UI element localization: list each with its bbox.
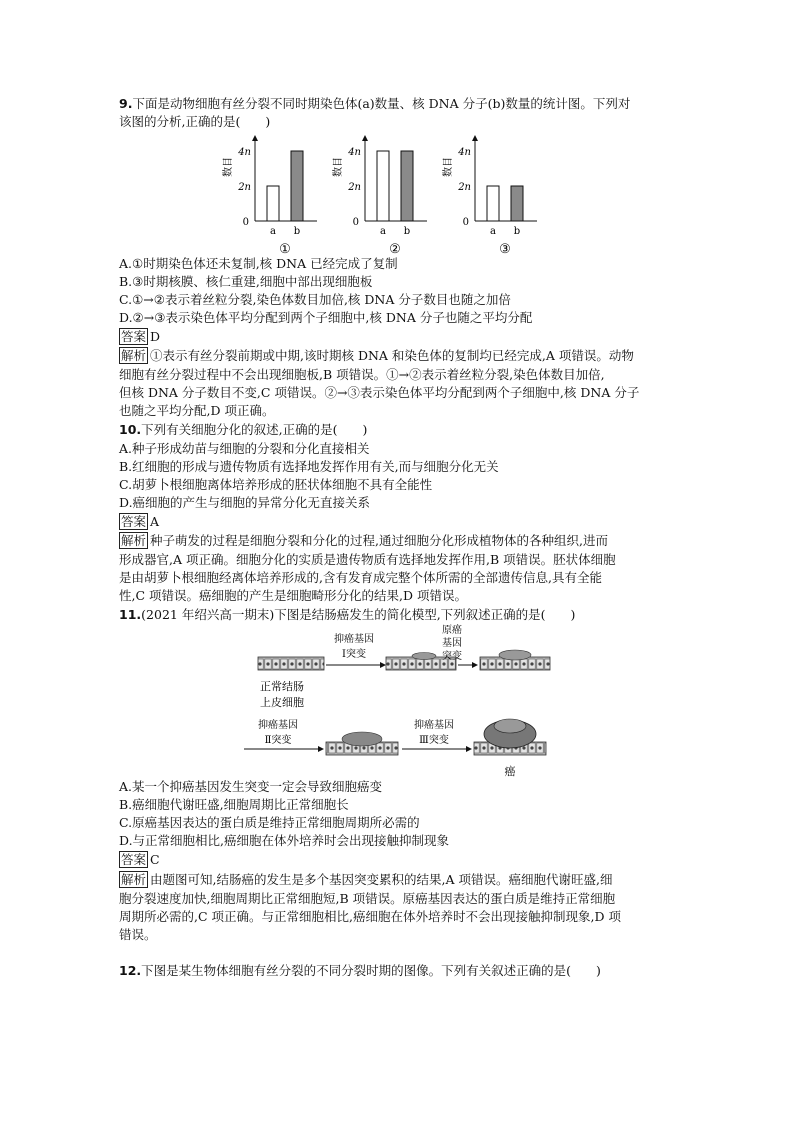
q9-answer [119,328,160,346]
q10-analysis-line4: 性,C 项错误。癌细胞的产生是细胞畸形分化的结果,D 项错误。 [119,588,467,603]
q11-answer-value: C [150,852,160,867]
y-tick-label: 0 [352,217,359,228]
q10-option-b: B.红细胞的形成与遗传物质有选择地发挥作用有关,而与细胞分化无关 [119,459,499,474]
q9-analysis-line1 [119,347,634,365]
arrow-4-head [466,746,472,752]
y-tick-label: 0 [462,217,469,228]
q9-option-d: D.②→③表示染色体平均分配到两个子细胞中,核 DNA 分子也随之平均分配 [119,310,533,325]
q10-stem [119,421,367,439]
arrow-2-label-line3: 突变 [442,651,462,662]
answer-label: 答案 [121,329,147,344]
arrow-1-head [380,662,386,668]
q9-stem-line2: 该图的分析,正确的是( ) [119,114,271,129]
bar-b [291,151,303,221]
panel-label: ③ [499,242,511,257]
q10-option-d: D.癌细胞的产生与细胞的异常分化无直接关系 [119,495,371,510]
y-tick-label: 4n [348,147,361,158]
q11-option-d: D.与正常细胞相比,癌细胞在体外培养时会出现接触抑制现象 [119,833,450,848]
arrow-1-label-line1: 抑癌基因 [334,634,374,645]
q9-answer-value: D [150,329,161,344]
q10-answer [119,513,159,531]
q9-stem-line1 [119,95,630,113]
arrow-3-label-line1: 抑癌基因 [258,720,298,731]
cancer-label: 癌 [504,765,516,778]
panel-label: ② [389,242,401,257]
q11-analysis-line2: 胞分裂速度加快,细胞周期比正常细胞短,B 项错误。原癌基因表达的蛋白质是维持正常细胞 [119,891,616,906]
y-axis-arrow [472,135,478,141]
arrow-3-label-line2: Ⅱ突变 [264,735,292,746]
q11-number: 11. [119,607,142,622]
y-tick-label: 4n [238,147,251,158]
y-tick-label: 2n [458,182,471,193]
q11-option-c: C.原癌基因表达的蛋白质是维持正常细胞周期所必需的 [119,815,420,830]
y-tick-label: 4n [458,147,471,158]
q10-option-a: A.种子形成幼苗与细胞的分裂和分化直接相关 [119,441,370,456]
q10-analysis-line3: 是由胡萝卜根细胞经离体培养形成的,含有发育成完整个体所需的全部遗传信息,具有全能 [119,570,602,585]
q9-number: 9. [119,96,133,111]
q12-stem-text: 下图是某生物体细胞有丝分裂的不同分裂时期的图像。下列有关叙述正确的是( ) [141,963,601,978]
q9-option-a: A.①时期染色体还未复制,核 DNA 已经完成了复制 [119,256,398,271]
normal-cell-label-line2: 上皮细胞 [260,696,304,709]
y-axis-label: 数目 [333,157,344,177]
x-tick-label: a [490,226,496,237]
panel-label: ① [279,242,291,257]
x-tick-label: b [513,226,521,237]
arrow-4-label-line1: 抑癌基因 [414,720,454,731]
analysis-label: 解析 [121,348,147,363]
y-axis-label: 数目 [443,157,454,177]
x-tick-label: b [403,226,411,237]
normal-cell-label-line1: 正常结肠 [260,680,304,693]
q11-analysis-line4: 错误。 [119,927,157,942]
q9-option-b: B.③时期核膜、核仁重建,细胞中部出现细胞板 [119,274,373,289]
analysis-label: 解析 [121,872,147,887]
q11-analysis-line3: 周期所必需的,C 项正确。与正常细胞相比,癌细胞在体外培养时不会出现接触抑制现象,D 项 [119,909,621,924]
q10-stem-text: 下列有关细胞分化的叙述,正确的是( ) [141,422,368,437]
answer-label: 答案 [121,852,147,867]
q11-answer [119,851,160,869]
q12-number: 12. [119,963,142,978]
tumor-mass-top [494,719,526,733]
cell-bulge-2 [412,653,436,660]
arrow-2-label-line2: 基因 [442,638,462,649]
q11-option-b: B.癌细胞代谢旺盛,细胞周期比正常细胞长 [119,797,349,812]
arrow-1-label-line2: Ⅰ突变 [342,649,366,660]
y-axis-arrow [362,135,368,141]
q10-option-c: C.胡萝卜根细胞离体培养形成的胚状体细胞不具有全能性 [119,477,433,492]
q11-option-a: A.某一个抑癌基因发生突变一定会导致细胞癌变 [119,779,383,794]
colon-cancer-diagram [240,622,560,782]
x-tick-label: a [270,226,276,237]
q10-analysis-text: 种子萌发的过程是细胞分裂和分化的过程,通过细胞分化形成植物体的各种组织,进而 [150,533,608,548]
x-tick-label: b [293,226,301,237]
q10-number: 10. [119,422,142,437]
q10-analysis-line1 [119,532,608,550]
bar-b [401,151,413,221]
bar-a [487,186,499,221]
q9-analysis-line3: 但核 DNA 分子数目不变,C 项错误。②→③表示染色体平均分配到两个子细胞中,核 DNA 分子 [119,385,640,400]
answer-label: 答案 [121,514,147,529]
arrow-3-head [318,746,324,752]
arrow-2-label-line1: 原癌 [442,625,462,636]
x-tick-label: a [380,226,386,237]
cell-bulge-3 [499,650,531,660]
y-axis-arrow [252,135,258,141]
q11-stem-text: (2021 年绍兴高一期末)下图是结肠癌发生的简化模型,下列叙述正确的是( ) [141,607,576,622]
q9-analysis-line4: 也随之平均分配,D 项正确。 [119,403,275,418]
q9-option-c: C.①→②表示着丝粒分裂,染色体数目加倍,核 DNA 分子数目也随之加倍 [119,292,511,307]
bar-b [511,186,523,221]
q10-answer-value: A [150,514,160,529]
q11-analysis-line1 [119,871,612,889]
bar-a [377,151,389,221]
y-axis-label: 数目 [223,157,234,177]
q9-analysis-line2: 细胞有丝分裂过程中不会出现细胞板,B 项错误。①→②表示着丝粒分裂,染色体数目加倍, [119,367,605,382]
q12-stem [119,962,601,980]
bar-charts [225,133,555,261]
q9-analysis-text: ①表示有丝分裂前期或中期,该时期核 DNA 和染色体的复制均已经完成,A 项错误。动物 [150,348,634,363]
analysis-label: 解析 [121,533,147,548]
arrow-4-label-line2: Ⅲ突变 [419,735,449,746]
y-tick-label: 0 [242,217,249,228]
bar-a [267,186,279,221]
cell-bulge-4 [342,732,382,746]
q10-analysis-line2: 形成器官,A 项正确。细胞分化的实质是遗传物质有选择地发挥作用,B 项错误。胚状体细胞 [119,552,616,567]
arrow-2-head [472,662,478,668]
normal-epithelium [258,657,324,670]
q11-analysis-text: 由题图可知,结肠癌的发生是多个基因突变累积的结果,A 项错误。癌细胞代谢旺盛,细 [150,872,613,887]
y-tick-label: 2n [348,182,361,193]
y-tick-label: 2n [238,182,251,193]
q9-stem-text: 下面是动物细胞有丝分裂不同时期染色体(a)数量、核 DNA 分子(b)数量的统计图。下列对 [132,96,631,111]
